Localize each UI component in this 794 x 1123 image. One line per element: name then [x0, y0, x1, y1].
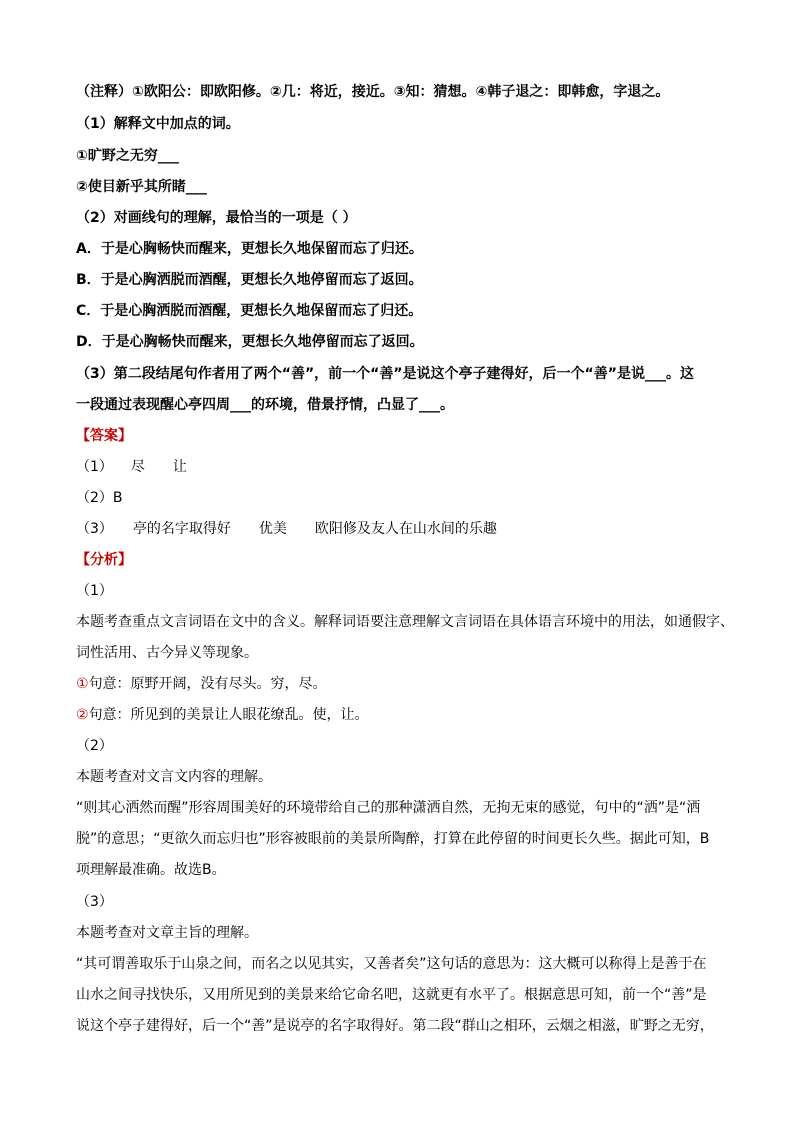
answer-3-number: （3） [76, 521, 113, 537]
question-1-item-2: ②使目新乎其所睹___ [76, 179, 207, 195]
analysis-1-line-2: 词性活用、古今异义等现象。 [76, 645, 258, 661]
question-3-line-1: （3）第二段结尾句作者用了两个“善”，前一个“善”是说这个亭子建得好，后一个“善”是说___。这 [76, 366, 694, 382]
answer-3-value-2: 优美 [258, 521, 287, 537]
option-b: B．于是心胸洒脱而酒醒，更想长久地停留而忘了返回。 [76, 272, 423, 288]
analysis-1-item-2-text: 句意：所见到的美景让人眼花缭乱。使，让。 [88, 707, 369, 723]
answer-2: （2）B [76, 490, 123, 506]
answer-3-row [76, 519, 497, 539]
question-3-line-2: 一段通过表现醒心亭四周___的环境，借景抒情，凸显了___。 [76, 397, 454, 413]
analysis-1-item-1 [76, 674, 327, 694]
analysis-3-number: （3） [76, 894, 113, 910]
answer-1-row [76, 457, 187, 477]
analysis-3-line-2: “其可谓善取乐于山泉之间，而名之以见其实，又善者矣”这句话的意思为：这大概可以称得上是善于在 [76, 956, 707, 972]
answer-1-number: （1） [76, 459, 113, 475]
analysis-2-line-1: 本题考查对文言文内容的理解。 [76, 769, 272, 785]
analysis-1-line-1: 本题考查重点文言词语在文中的含义。解释词语要注意理解文言词语在具体语言环境中的用法，如通假字、 [76, 614, 734, 630]
answer-heading: 【答案】 [76, 428, 132, 444]
analysis-1-item-1-text: 句意：原野开阔，没有尽头。穷，尽。 [88, 676, 327, 692]
question-2-title: （2）对画线句的理解，最恰当的一项是（ ） [76, 210, 357, 226]
answer-1-value-1: 尽 [130, 459, 145, 475]
analysis-heading: 【分析】 [76, 552, 132, 568]
option-d: D．于是心胸畅快而醒来，更想长久地停留而忘了返回。 [76, 334, 424, 350]
question-1-title: （1）解释文中加点的词。 [76, 116, 240, 132]
option-a: A．于是心胸畅快而醒来，更想长久地保留而忘了归还。 [76, 241, 423, 257]
analysis-3-line-3: 山水之间寻找快乐，又用所见到的美景来给它命名吧，这就更有水平了。根据意思可知，前一个“善”是 [76, 987, 707, 1003]
analysis-2-line-4: 项理解最准确。故选B。 [76, 862, 226, 878]
analysis-1-number: （1） [76, 583, 113, 599]
annotation-note: （注释）①欧阳公：即欧阳修。②几：将近，接近。③知：猜想。④韩子退之：即韩愈，字退之。 [76, 84, 670, 100]
question-1-item-1: ①旷野之无穷___ [76, 148, 179, 164]
analysis-1-item-2 [76, 705, 369, 725]
circled-number-1: ① [76, 676, 89, 692]
circled-number-2: ② [76, 707, 89, 723]
answer-3-value-3: 欧阳修及友人在山水间的乐趣 [314, 521, 497, 537]
analysis-2-line-3: 脱”的意思；“更欲久而忘归也”形容被眼前的美景所陶醉，打算在此停留的时间更长久些。据此可知，B [76, 831, 710, 847]
analysis-2-line-2: “则其心洒然而醒”形容周围美好的环境带给自己的那种潇洒自然，无拘无束的感觉，句中的“洒”是“洒 [76, 800, 701, 816]
analysis-3-line-1: 本题考查对文章主旨的理解。 [76, 925, 258, 941]
analysis-2-number: （2） [76, 738, 113, 754]
answer-3-value-1: 亭的名字取得好 [132, 521, 231, 537]
option-c: C．于是心胸洒脱而酒醒，更想长久地保留而忘了归还。 [76, 303, 423, 319]
analysis-3-line-4: 说这个亭子建得好，后一个“善”是说亭的名字取得好。第二段“群山之相环，云烟之相滋，旷野之无穷， [76, 1018, 714, 1034]
answer-1-value-2: 让 [172, 459, 187, 475]
